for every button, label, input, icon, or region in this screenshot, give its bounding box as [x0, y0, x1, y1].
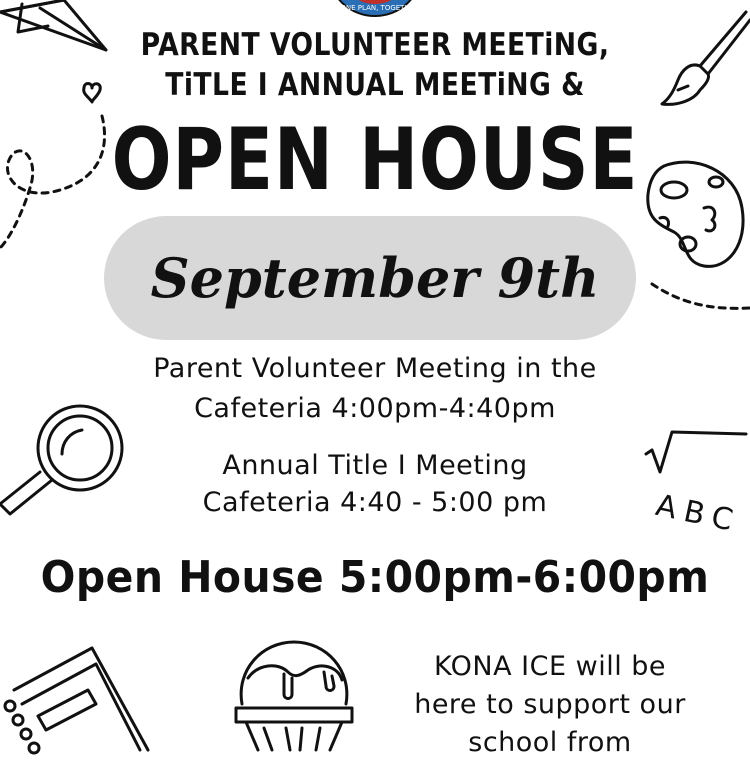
shaved-ice-icon [228, 636, 360, 750]
dashed-curve [652, 280, 750, 320]
kona-line-1: KONA ICE will be [433, 651, 667, 682]
kona-line-3: school from [468, 727, 632, 758]
open-house-time: Open House 5:00pm-6:00pm [40, 552, 710, 603]
school-logo [328, 0, 422, 18]
abc-letters: ABC [652, 488, 744, 541]
paper-plane-icon [0, 0, 112, 60]
header-line-2: TiTLE I ANNUAL MEETiNG & [165, 67, 585, 103]
square-root-icon [646, 424, 750, 476]
header-line-1: PARENT VOLUNTEER MEETiNG, [140, 27, 610, 63]
paintbrush-icon [660, 10, 750, 110]
volunteer-meeting-line-2: Cafeteria 4:00pm-4:40pm [194, 393, 556, 424]
date-text: September 9th [150, 246, 600, 310]
page-title: OPEN HOUSE [111, 110, 639, 210]
notebook-icon [0, 646, 150, 750]
dotted-trail [0, 108, 120, 258]
volunteer-meeting-line-1: Parent Volunteer Meeting in the [153, 353, 597, 384]
palette-icon [644, 160, 750, 272]
magnifying-glass-icon [0, 402, 128, 526]
title-one-meeting-line-2: Cafeteria 4:40 - 5:00 pm [202, 487, 548, 518]
kona-line-2: here to support our [414, 689, 686, 720]
title-one-meeting-line-1: Annual Title I Meeting [222, 450, 528, 481]
heart-icon [78, 80, 108, 106]
logo-text: ...ONE PLAN, TOGETH... [333, 4, 417, 12]
